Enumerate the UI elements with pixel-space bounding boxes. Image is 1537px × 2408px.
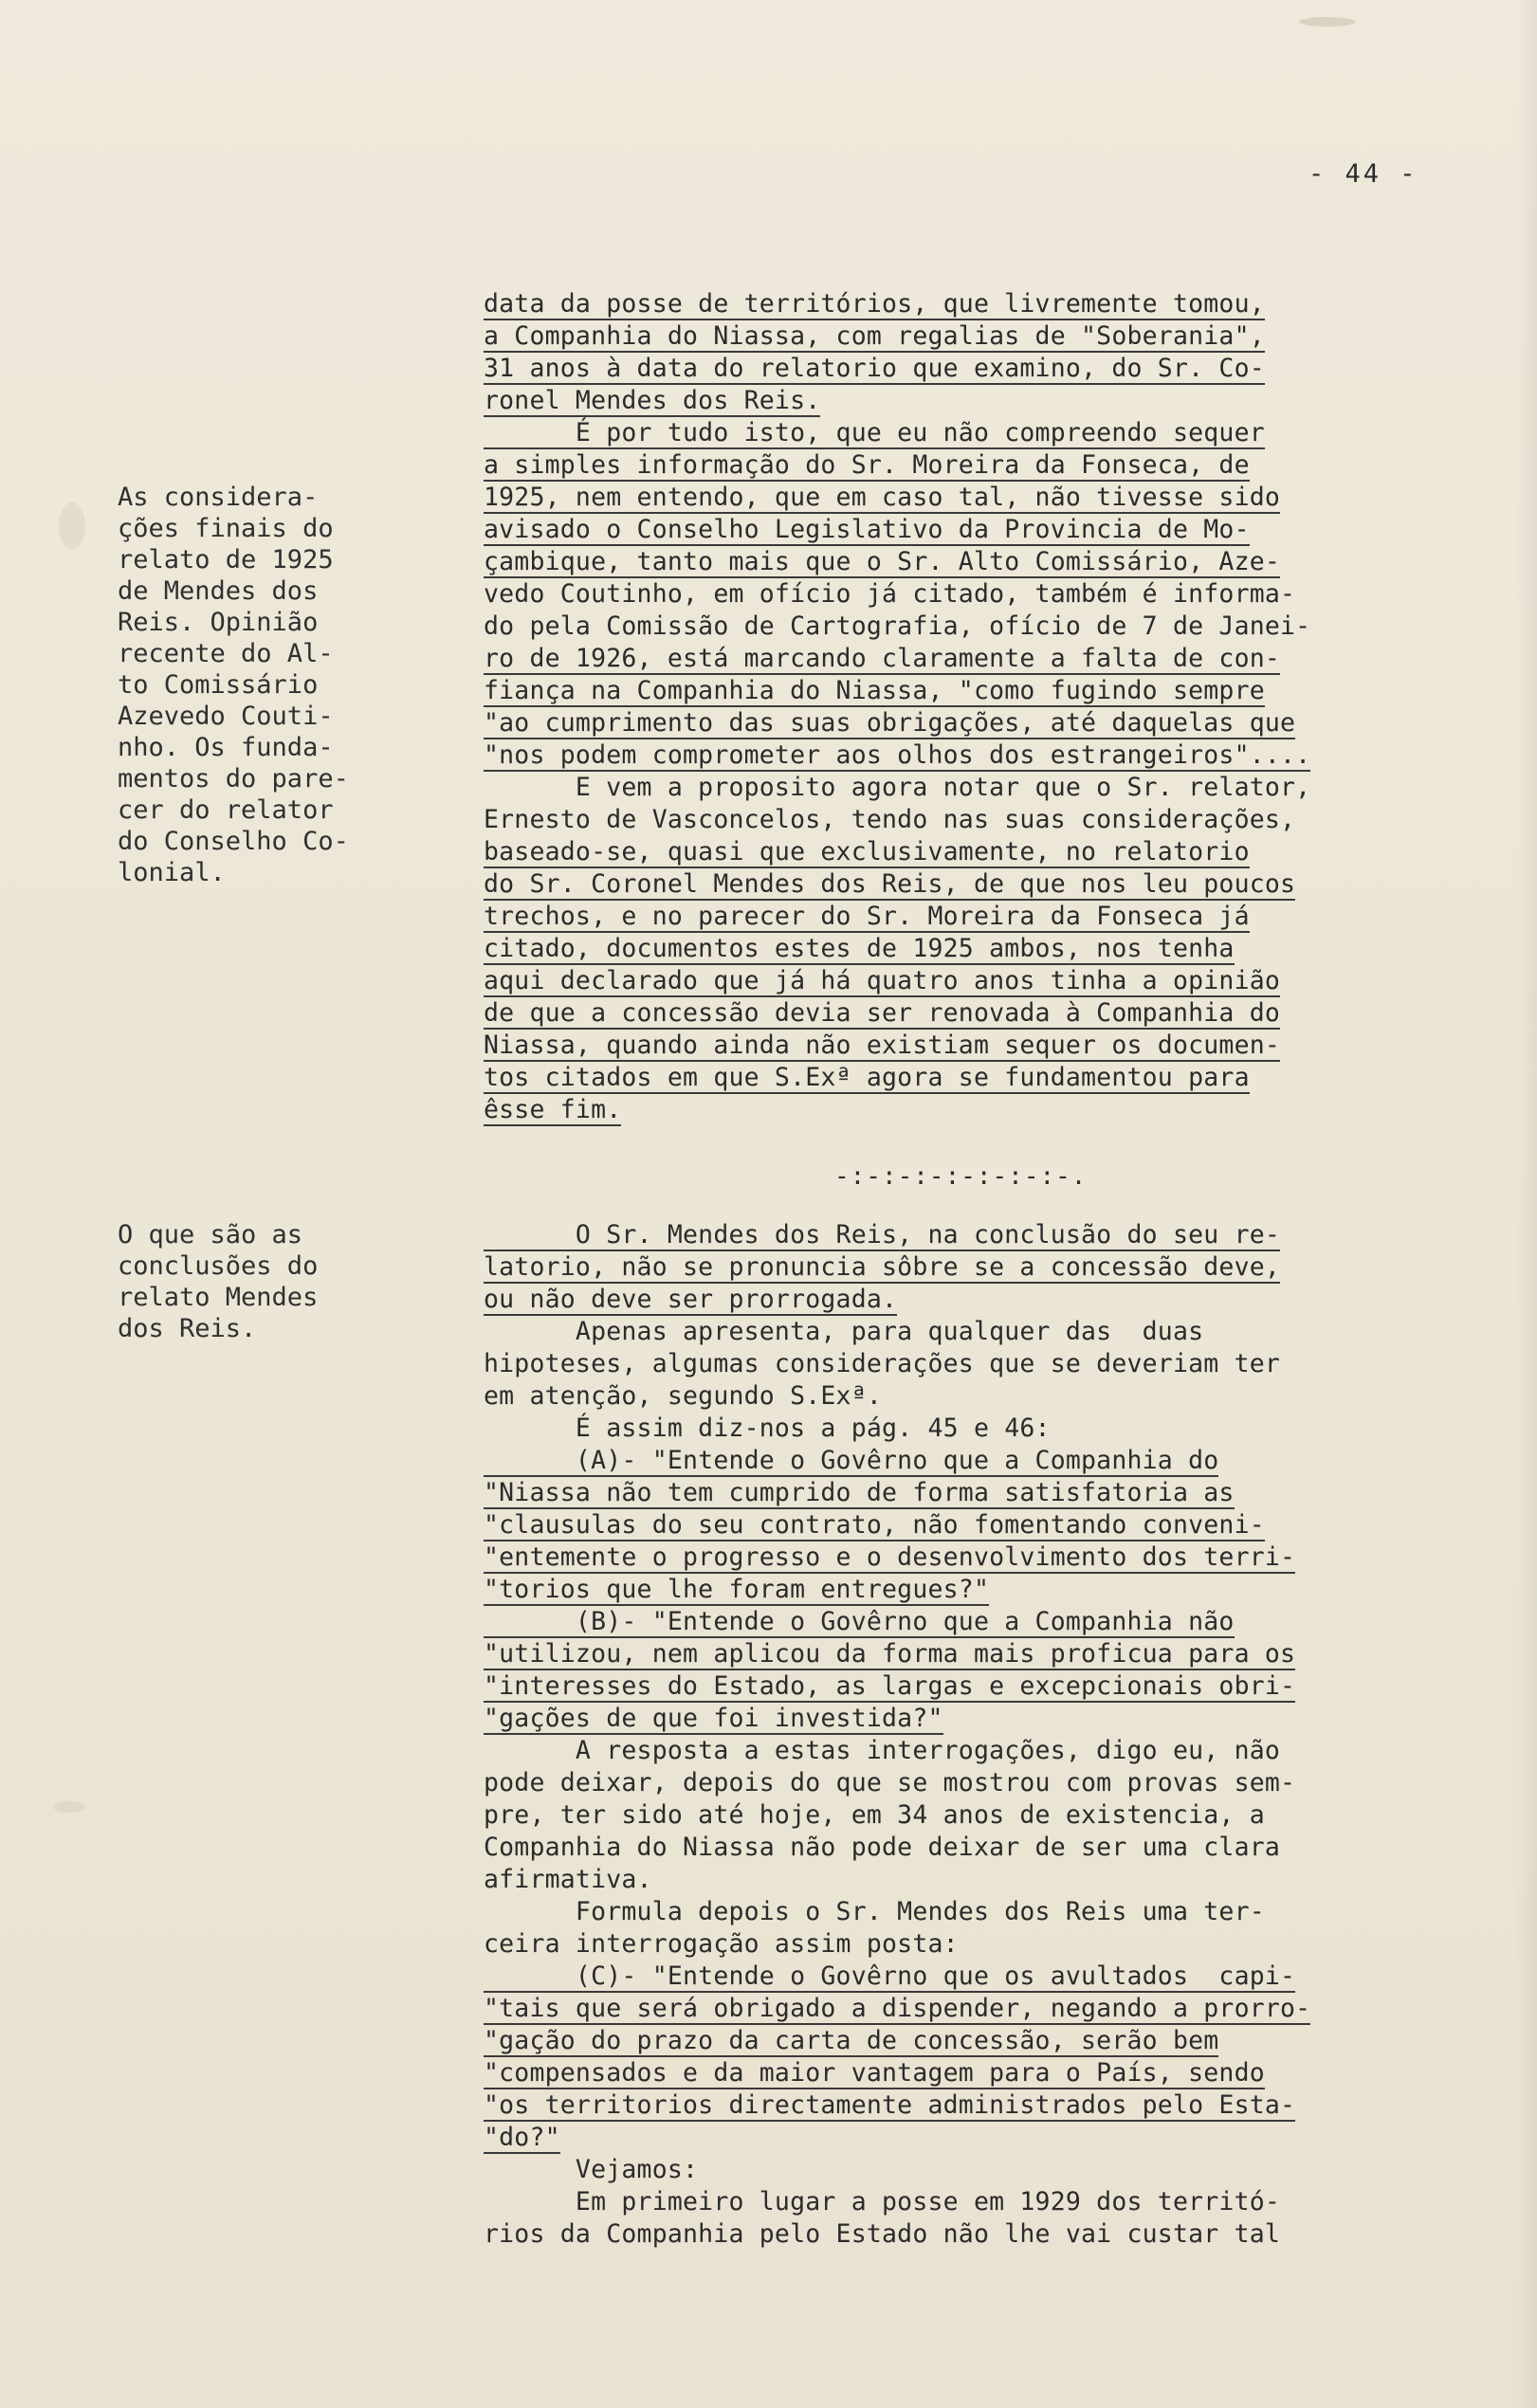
text-line-content: É por tudo isto, que eu não compreendo sequer [484,418,1265,447]
text-line-content: 31 anos à data do relatorio que examino, do Sr. Co- [484,354,1265,383]
text-line [484,611,1508,643]
text-line-content: pode deixar, depois do que se mostrou com provas sem- [484,1768,1296,1797]
page-edge-shadow [1516,0,1537,2408]
text-line [484,353,1508,385]
margin-note-line: Azevedo Couti- [118,702,334,731]
text-line [484,836,1508,868]
text-line-content: Ernesto de Vasconcelos, tendo nas suas considerações, [484,805,1296,834]
text-line [484,1541,1508,1574]
text-line [484,1284,1508,1316]
text-line-content: "ao cumprimento das suas obrigações, até daquelas que [484,708,1296,738]
text-line [484,1348,1508,1380]
section-separator: -:-:-:-:-:-:-:-. [834,1162,1088,1191]
text-line-content: Companhia do Niassa não pode deixar de ser uma clara [484,1833,1281,1862]
paper-speck [1299,17,1356,27]
text-line-content: "torios que lhe foram entregues?" [484,1575,990,1604]
text-line-content: "Niassa não tem cumprido de forma satisfatoria as [484,1478,1235,1507]
text-line-content: pre, ter sido até hoje, em 34 anos de existencia, a [484,1800,1265,1830]
text-line-content: rios da Companhia pelo Estado não lhe vai custar tal [484,2219,1281,2249]
text-line [484,643,1508,675]
margin-note-line: nho. Os funda- [118,733,334,762]
text-line [484,1509,1508,1541]
text-line [484,1896,1508,1928]
text-line [484,320,1508,353]
paper-speck [53,1801,85,1813]
text-line [484,1864,1508,1896]
text-line-content: O Sr. Mendes dos Reis, na conclusão do seu re- [484,1220,1281,1250]
text-line [484,1062,1508,1094]
text-line [484,739,1508,772]
text-line [484,2057,1508,2089]
text-line-content: fiança na Companhia do Niassa, "como fugindo sempre [484,676,1265,705]
text-line [484,901,1508,933]
text-line [484,1380,1508,1413]
text-line [484,578,1508,611]
text-line-content: tos citados em que S.Exª agora se fundamentou para [484,1063,1250,1092]
text-line [484,2122,1508,2154]
text-line-content: do pela Comissão de Cartografia, ofício de 7 de Janei- [484,611,1311,641]
text-line [484,1799,1508,1832]
text-line-content: latorio, não se pronuncia sôbre se a concessão deve, [484,1252,1281,1282]
page-number: - 44 - [1308,159,1418,189]
text-line [484,385,1508,417]
text-line-content: "tais que será obrigado a dispender, negando a prorro- [484,1994,1311,2023]
text-line-content: a simples informação do Sr. Moreira da Fonseca, de [484,450,1250,480]
paper-speck [59,502,85,550]
text-line [484,2089,1508,2122]
text-line-content: afirmativa. [484,1865,652,1894]
text-line [484,2186,1508,2218]
text-line [484,1606,1508,1638]
body-text-block-1 [484,288,1508,1126]
margin-note-line: Reis. Opinião [118,608,319,637]
text-line [484,675,1508,707]
margin-note-line: relato Mendes [118,1283,319,1312]
text-line [484,707,1508,739]
margin-note-line: O que são as [118,1220,303,1250]
text-line [484,1445,1508,1477]
text-line-content: A resposta a estas interrogações, digo eu, não [484,1736,1281,1765]
text-line-content: "gações de que foi investida?" [484,1704,943,1733]
text-line-content: a Companhia do Niassa, com regalias de "Soberania", [484,321,1265,351]
text-line-content: do Sr. Coronel Mendes dos Reis, de que nos leu poucos [484,869,1296,899]
margin-note-line: ções finais do [118,514,334,543]
margin-note-considerations [118,482,402,888]
text-line [484,1670,1508,1703]
text-line [484,1251,1508,1284]
text-line-content: "do?" [484,2123,560,2152]
text-line [484,1316,1508,1348]
text-line [484,1703,1508,1735]
text-line [484,1094,1508,1126]
text-line-content: Formula depois o Sr. Mendes dos Reis uma ter- [484,1897,1265,1926]
text-line-content: ceira interrogação assim posta: [484,1929,959,1959]
text-line-content: "nos podem comprometer aos olhos dos estrangeiros".... [484,740,1311,770]
text-line [484,2154,1508,2186]
text-line [484,1832,1508,1864]
margin-note-line: lonial. [118,858,226,887]
text-line-content: trechos, e no parecer do Sr. Moreira da Fonseca já [484,902,1250,931]
text-line [484,2218,1508,2251]
text-line [484,1735,1508,1767]
text-line [484,546,1508,578]
text-line [484,1928,1508,1961]
margin-note-line: relato de 1925 [118,545,334,575]
text-line-content: data da posse de territórios, que livremente tomou, [484,289,1265,319]
text-line-content: "interesses do Estado, as largas e excepcionais obri- [484,1671,1296,1701]
text-line-content: É assim diz-nos a pág. 45 e 46: [484,1414,1051,1443]
text-line-content: hipoteses, algumas considerações que se deveriam ter [484,1349,1281,1378]
text-line-content: avisado o Conselho Legislativo da Provincia de Mo- [484,515,1250,544]
text-line [484,997,1508,1030]
text-line [484,868,1508,901]
text-line-content: "entemente o progresso e o desenvolvimento dos terri- [484,1542,1296,1572]
text-line-content: (A)- "Entende o Govêrno que a Companhia do [484,1446,1219,1475]
text-line-content: çambique, tanto mais que o Sr. Alto Comissário, Aze- [484,547,1281,576]
text-line [484,1961,1508,1993]
text-line [484,1477,1508,1509]
text-line-content: Em primeiro lugar a posse em 1929 dos territó- [484,2187,1281,2216]
text-line-content: "utilizou, nem aplicou da forma mais proficua para os [484,1639,1296,1669]
text-line-content: 1925, nem entendo, que em caso tal, não tivesse sido [484,483,1281,512]
margin-note-line: As considera- [118,483,319,512]
text-line-content: "compensados e da maior vantagem para o País, sendo [484,2058,1265,2088]
margin-note-line: cer do relator [118,795,334,825]
text-line [484,2025,1508,2057]
margin-note-line: de Mendes dos [118,576,319,606]
text-line [484,1993,1508,2025]
text-line [484,804,1508,836]
text-line-content: "os territorios directamente administrados pelo Esta- [484,2090,1296,2120]
text-line-content: "clausulas do seu contrato, não fomentando conveni- [484,1510,1265,1540]
text-line-content: de que a concessão devia ser renovada à Companhia do [484,998,1281,1028]
text-line [484,288,1508,320]
text-line-content: aqui declarado que já há quatro anos tinha a opinião [484,966,1281,995]
text-line [484,1767,1508,1799]
text-line-content: ronel Mendes dos Reis. [484,386,821,415]
text-line-content: vedo Coutinho, em ofício já citado, também é informa- [484,579,1296,609]
text-line [484,1638,1508,1670]
margin-note-line: recente do Al- [118,639,334,668]
text-line-content: ro de 1926, está marcando claramente a falta de con- [484,644,1281,673]
text-line [484,1413,1508,1445]
margin-note-line: dos Reis. [118,1314,257,1343]
text-line [484,1574,1508,1606]
text-line-content: E vem a proposito agora notar que o Sr. relator, [484,773,1311,802]
margin-note-line: to Comissário [118,670,319,700]
margin-note-line: do Conselho Co- [118,827,349,856]
margin-note-line: mentos do pare- [118,764,349,794]
text-line-content: êsse fim. [484,1095,622,1124]
text-line-content: citado, documentos estes de 1925 ambos, nos tenha [484,934,1235,963]
text-line-content: baseado-se, quasi que exclusivamente, no relatorio [484,837,1250,867]
text-line [484,772,1508,804]
text-line [484,417,1508,449]
body-text-block-2 [484,1219,1508,2251]
text-line-content: (C)- "Entende o Govêrno que os avultados capi- [484,1961,1296,1991]
text-line [484,514,1508,546]
margin-note-conclusions [118,1219,402,1344]
text-line [484,1030,1508,1062]
text-line-content: em atenção, segundo S.Exª. [484,1381,883,1411]
text-line [484,1219,1508,1251]
text-line-content: (B)- "Entende o Govêrno que a Companhia não [484,1607,1235,1636]
text-line-content: ou não deve ser prorrogada. [484,1285,898,1314]
text-line [484,965,1508,997]
text-line-content: Niassa, quando ainda não existiam sequer os documen- [484,1031,1281,1060]
margin-note-line: conclusões do [118,1251,319,1281]
text-line [484,933,1508,965]
text-line [484,449,1508,482]
text-line-content: Vejamos: [484,2155,699,2184]
text-line-content: "gação do prazo da carta de concessão, serão bem [484,2026,1219,2055]
text-line-content: Apenas apresenta, para qualquer das duas [484,1317,1204,1346]
text-line [484,482,1508,514]
